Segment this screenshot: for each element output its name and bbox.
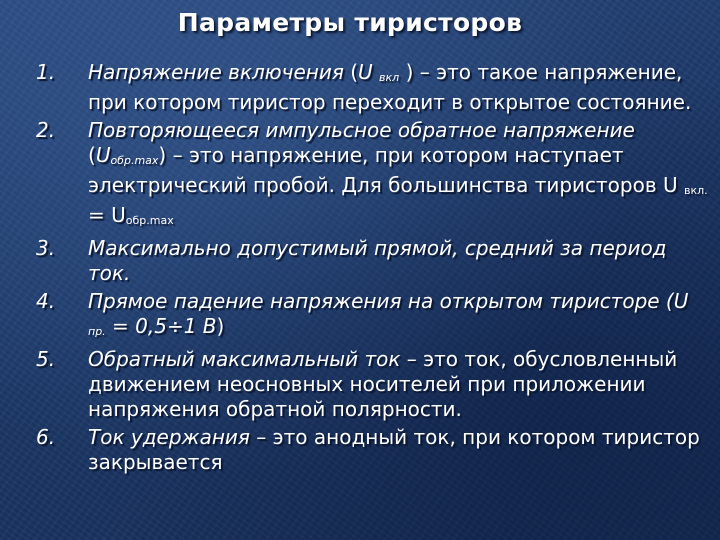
item-term: Напряжение включения bbox=[88, 60, 344, 84]
item-term: Ток удержания bbox=[88, 425, 250, 449]
item-text: – это ток, обусловленный движением неосновных носителей при приложении напряжения обратной полярности. bbox=[88, 347, 678, 421]
item-text-2: = U bbox=[88, 203, 126, 227]
item-term: Обратный максимальный ток bbox=[88, 347, 401, 371]
item-text: – это напряжение, при котором наступает электрический пробой. Для большинства тиристоров U bbox=[88, 143, 684, 197]
parameters-list bbox=[36, 60, 711, 478]
item-number: 5. bbox=[36, 347, 56, 371]
list-item-5 bbox=[36, 347, 711, 422]
item-subscript: обр.max bbox=[110, 154, 159, 167]
item-text: ) bbox=[216, 314, 225, 338]
item-paren-close: ) bbox=[158, 143, 167, 167]
item-subscript: пр. bbox=[88, 325, 106, 338]
item-text: – это анодный ток, при котором тиристор закрывается bbox=[88, 425, 700, 474]
item-number: 4. bbox=[36, 289, 56, 313]
item-term: Повторяющееся импульсное обратное напряжение bbox=[88, 118, 635, 142]
item-subscript-2: вкл. bbox=[684, 184, 708, 197]
item-paren-close: ) bbox=[399, 60, 414, 84]
item-paren-open: ( bbox=[343, 60, 359, 84]
list-item-3 bbox=[36, 236, 711, 286]
list-item-6 bbox=[36, 425, 711, 475]
item-subscript-3: обр.max bbox=[125, 214, 174, 227]
item-paren-open: ( bbox=[88, 143, 96, 167]
item-number: 1. bbox=[36, 60, 56, 84]
list-item-4 bbox=[36, 289, 711, 344]
list-item-1 bbox=[36, 60, 711, 115]
slide-title: Параметры тиристоров bbox=[177, 8, 523, 37]
item-symbol: U bbox=[358, 60, 380, 84]
item-number: 3. bbox=[36, 236, 56, 260]
item-term-2: = 0,5÷1 В bbox=[105, 314, 217, 338]
item-term: Максимально допустимый прямой, средний за период ток. bbox=[88, 236, 667, 285]
item-symbol: U bbox=[95, 143, 111, 167]
item-term: Прямое падение напряжения на открытом тиристоре (U bbox=[88, 289, 689, 313]
item-text: – это такое напряжение, при котором тиристор переходит в открытое состояние. bbox=[88, 60, 692, 114]
list-item-2 bbox=[36, 118, 711, 233]
item-number: 6. bbox=[36, 425, 56, 449]
item-subscript: вкл bbox=[379, 71, 400, 84]
item-number: 2. bbox=[36, 118, 56, 142]
